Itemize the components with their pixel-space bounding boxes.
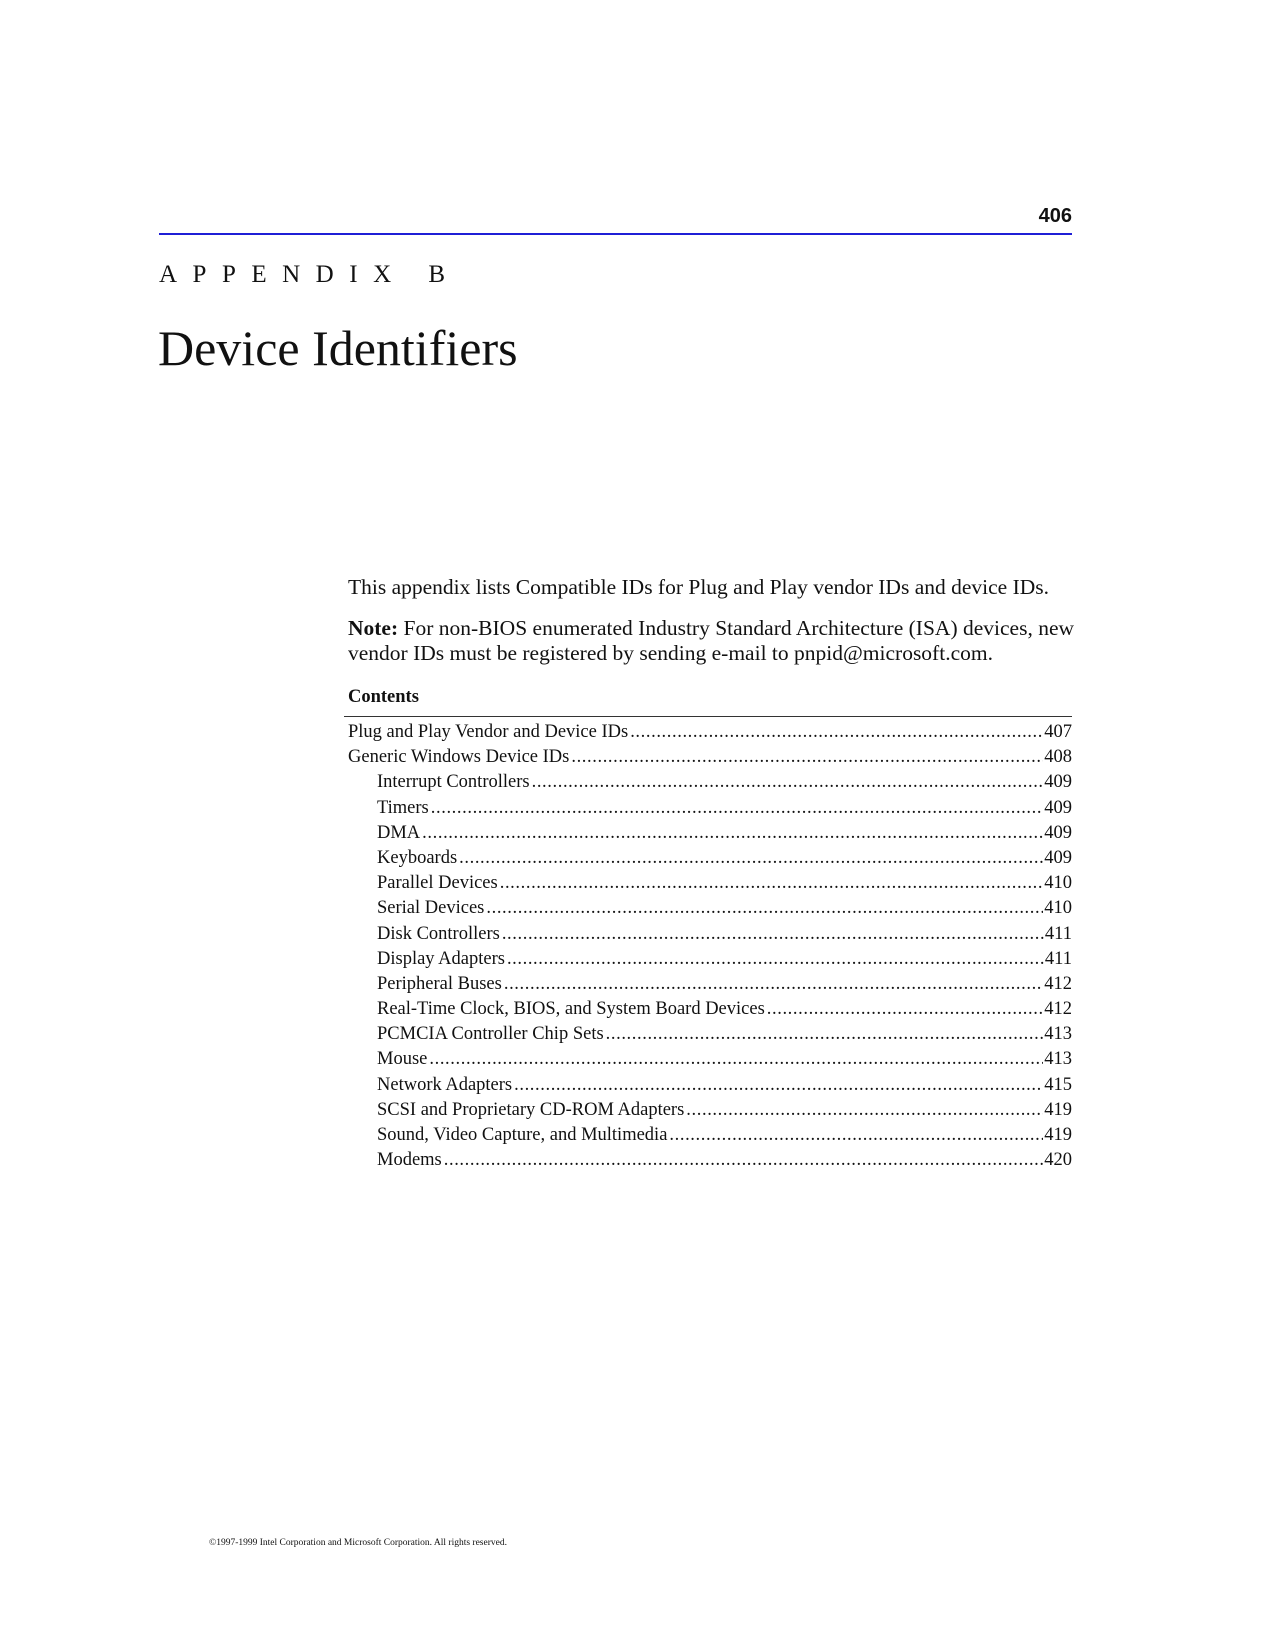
- toc-entry-page: 415: [1044, 1074, 1072, 1095]
- toc-entry-page: 410: [1044, 873, 1072, 894]
- toc-entry-title: Network Adapters: [377, 1074, 513, 1095]
- toc-dot-leader: [669, 1123, 1043, 1148]
- toc-entry-page: 409: [1044, 772, 1072, 793]
- toc-dot-leader: [429, 1047, 1043, 1072]
- toc-entry-page: 409: [1044, 797, 1072, 818]
- toc-dot-leader: [504, 972, 1043, 997]
- toc-dot-leader: [686, 1098, 1043, 1123]
- toc-entry-page: 413: [1044, 1024, 1072, 1045]
- intro-paragraph: This appendix lists Compatible IDs for Plug and Play vendor IDs and device IDs.: [348, 575, 1050, 599]
- toc-entry[interactable]: [348, 871, 1072, 896]
- appendix-label: APPENDIX B: [159, 261, 461, 288]
- toc-entry[interactable]: [348, 896, 1072, 921]
- toc-entry[interactable]: [348, 1098, 1072, 1123]
- toc-entry-page: 413: [1044, 1049, 1072, 1070]
- toc-entry-page: 412: [1044, 973, 1072, 994]
- toc-entry[interactable]: [348, 947, 1072, 972]
- toc-entry-page: 411: [1044, 923, 1072, 944]
- toc-entry[interactable]: [348, 796, 1072, 821]
- toc-entry-title: Display Adapters: [377, 948, 505, 969]
- toc-entry-title: Keyboards: [377, 847, 458, 868]
- toc-entry[interactable]: [348, 770, 1072, 795]
- toc-dot-leader: [500, 871, 1044, 896]
- toc-entry[interactable]: [348, 745, 1072, 770]
- contents-heading: Contents: [348, 687, 419, 707]
- toc-entry-title: Generic Windows Device IDs: [348, 747, 570, 768]
- toc-dot-leader: [444, 1148, 1044, 1173]
- toc-entry[interactable]: [348, 1022, 1072, 1047]
- toc-entry-title: Serial Devices: [377, 898, 485, 919]
- toc-dot-leader: [767, 997, 1043, 1022]
- toc-entry-title: Disk Controllers: [377, 923, 500, 944]
- toc-entry[interactable]: [348, 846, 1072, 871]
- toc-dot-leader: [431, 796, 1043, 821]
- note-label: Note:: [348, 616, 399, 640]
- toc-entry[interactable]: [348, 1073, 1072, 1098]
- toc-entry[interactable]: [348, 922, 1072, 947]
- toc-entry[interactable]: [348, 821, 1072, 846]
- toc-entry-title: Peripheral Buses: [377, 973, 502, 994]
- page-number: 406: [1038, 205, 1072, 227]
- toc-dot-leader: [606, 1022, 1044, 1047]
- toc-entry-title: Plug and Play Vendor and Device IDs: [348, 722, 629, 742]
- toc-entry-title: PCMCIA Controller Chip Sets: [377, 1024, 604, 1045]
- toc-dot-leader: [507, 947, 1044, 972]
- toc-dot-leader: [630, 720, 1043, 745]
- toc-entry[interactable]: [348, 997, 1072, 1022]
- toc-dot-leader: [532, 770, 1044, 795]
- toc-entry-title: Sound, Video Capture, and Multimedia: [377, 1125, 668, 1145]
- toc-entry-title: SCSI and Proprietary CD-ROM Adapters: [377, 1099, 685, 1120]
- toc-dot-leader: [502, 922, 1044, 947]
- table-of-contents: [348, 720, 1072, 1173]
- toc-entry[interactable]: [348, 1148, 1072, 1173]
- toc-entry-page: 410: [1044, 898, 1072, 919]
- header-rule: [159, 233, 1072, 235]
- toc-entry[interactable]: [348, 1047, 1072, 1072]
- toc-entry-title: Timers: [377, 797, 429, 818]
- toc-entry-page: 419: [1044, 1099, 1072, 1120]
- note-paragraph: [348, 616, 1078, 666]
- toc-entry-page: 419: [1044, 1125, 1072, 1145]
- toc-dot-leader: [459, 846, 1043, 871]
- toc-entry-page: 409: [1044, 822, 1072, 843]
- contents-rule: [344, 716, 1072, 717]
- toc-dot-leader: [486, 896, 1043, 921]
- chapter-title: Device Identifiers: [158, 320, 518, 376]
- toc-entry-title: Real-Time Clock, BIOS, and System Board Devices: [377, 999, 765, 1020]
- toc-dot-leader: [514, 1073, 1043, 1098]
- toc-dot-leader: [422, 821, 1043, 846]
- toc-entry-title: DMA: [377, 822, 421, 843]
- toc-entry[interactable]: [348, 972, 1072, 997]
- copyright-notice: ©1997-1999 Intel Corporation and Microsoft Corporation. All rights reserved.: [209, 1538, 507, 1548]
- toc-entry-title: Interrupt Controllers: [377, 772, 530, 793]
- toc-entry[interactable]: [348, 1123, 1072, 1148]
- toc-entry-page: 411: [1044, 948, 1072, 969]
- toc-entry-page: 407: [1044, 722, 1072, 742]
- toc-entry-title: Modems: [377, 1150, 442, 1171]
- toc-entry-page: 408: [1044, 747, 1072, 768]
- toc-entry-title: Parallel Devices: [377, 873, 498, 894]
- toc-entry-title: Mouse: [377, 1049, 428, 1070]
- toc-entry-page: 420: [1044, 1150, 1072, 1171]
- toc-entry-page: 412: [1044, 999, 1072, 1020]
- toc-entry-page: 409: [1044, 847, 1072, 868]
- toc-dot-leader: [571, 745, 1043, 770]
- note-text: For non-BIOS enumerated Industry Standard Architecture (ISA) devices, new vendor IDs must be registered by sending e-mail to pnpid@microsoft.com.: [348, 616, 1075, 665]
- toc-entry[interactable]: [348, 720, 1072, 745]
